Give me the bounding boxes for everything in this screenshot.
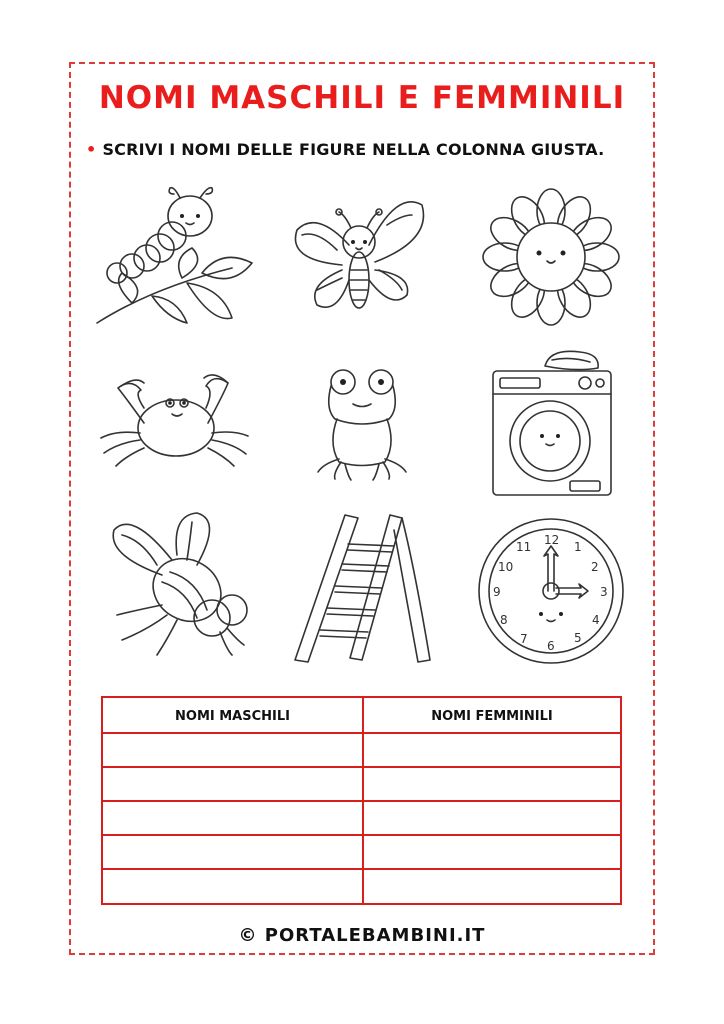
instruction-text bbox=[86, 140, 604, 159]
clock-number-12: 12 bbox=[544, 533, 560, 547]
clock-number-8: 8 bbox=[500, 613, 508, 627]
names-table bbox=[101, 696, 622, 905]
clock-number-2: 2 bbox=[591, 560, 599, 574]
table-row-line bbox=[103, 766, 620, 768]
crab-icon bbox=[96, 368, 252, 468]
clock-number-11: 11 bbox=[516, 540, 532, 554]
table-row-line bbox=[103, 834, 620, 836]
clock-number-4: 4 bbox=[592, 613, 600, 627]
butterfly-icon bbox=[287, 190, 432, 320]
clock-number-7: 7 bbox=[520, 632, 528, 646]
table-row-line bbox=[103, 868, 620, 870]
flower-icon bbox=[482, 188, 620, 326]
caterpillar-icon bbox=[92, 178, 257, 328]
table-row-line bbox=[103, 800, 620, 802]
clock-number-1: 1 bbox=[574, 540, 582, 554]
clock-number-3: 3 bbox=[600, 585, 608, 599]
clock-number-5: 5 bbox=[574, 631, 582, 645]
ladder-icon bbox=[290, 510, 436, 665]
header-masculine-names: NOMI MASCHILI bbox=[175, 709, 290, 724]
clock-number-6: 6 bbox=[547, 639, 555, 653]
footer-credit: © PORTALEBAMBINI.IT bbox=[238, 925, 486, 946]
frog-icon bbox=[313, 364, 411, 482]
clock-number-10: 10 bbox=[498, 560, 514, 574]
header-feminine-names: NOMI FEMMINILI bbox=[431, 709, 553, 724]
table-row-line bbox=[103, 732, 620, 734]
fly-icon bbox=[102, 510, 250, 665]
washing-machine-icon bbox=[490, 346, 614, 498]
bullet-icon: • bbox=[86, 140, 97, 159]
page-title: NOMI MASCHILI E FEMMINILI bbox=[98, 80, 626, 116]
clock-icon bbox=[476, 516, 626, 666]
instruction-label: SCRIVI I NOMI DELLE FIGURE NELLA COLONNA GIUSTA. bbox=[102, 140, 605, 159]
clock-number-9: 9 bbox=[493, 585, 501, 599]
